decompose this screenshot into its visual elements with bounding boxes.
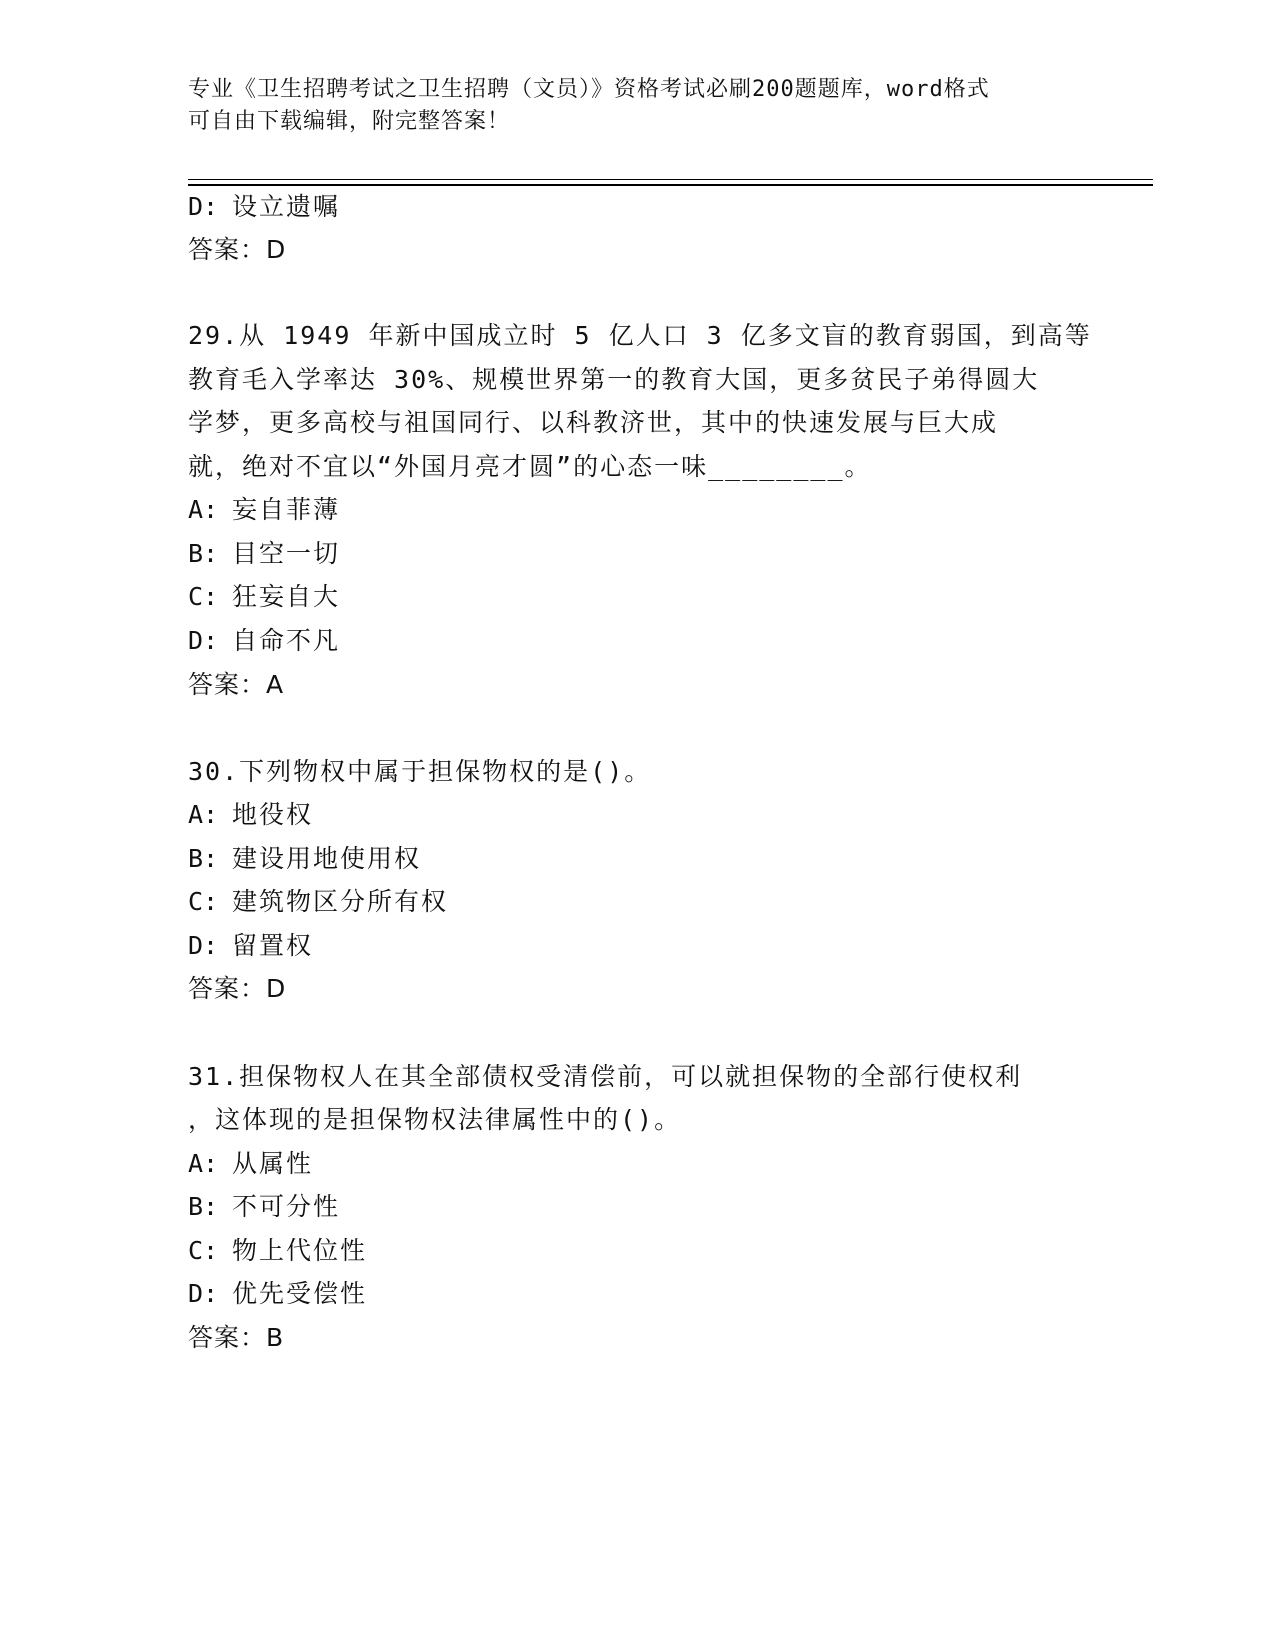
header-divider-thick <box>188 184 1153 186</box>
prev-option-d <box>188 192 340 222</box>
option-text: 建设用地使用权 <box>232 844 422 873</box>
option-letter: C: <box>188 887 219 916</box>
q30-option-c <box>188 887 448 917</box>
q31-option-c <box>188 1236 367 1266</box>
option-text: 不可分性 <box>232 1192 341 1221</box>
option-letter: A: <box>188 1149 219 1178</box>
q30-answer: 答案：D <box>188 974 287 1003</box>
option-text: 妄自菲薄 <box>232 495 341 524</box>
q30-option-d <box>188 931 313 961</box>
q30-stem-line-1: 30.下列物权中属于担保物权的是()。 <box>188 757 652 786</box>
option-letter: C: <box>188 1236 219 1265</box>
option-letter: B: <box>188 844 219 873</box>
document-header <box>188 74 1068 138</box>
option-text: 地役权 <box>232 800 314 829</box>
q30-option-b <box>188 844 421 874</box>
q29-option-d <box>188 626 340 656</box>
option-letter: B: <box>188 1192 219 1221</box>
option-letter: B: <box>188 539 219 568</box>
q29-stem-line-1: 29.从 1949 年新中国成立时 5 亿人口 3 亿多文盲的教育弱国，到高等 <box>188 321 1092 350</box>
option-text: 自命不凡 <box>232 626 341 655</box>
option-text: 留置权 <box>232 931 314 960</box>
q29-option-c <box>188 582 340 612</box>
q29-answer: 答案：A <box>188 670 285 699</box>
q29-stem-line-4: 就，绝对不宜以“外国月亮才圆”的心态一味________。 <box>188 452 872 481</box>
q29-option-b <box>188 539 340 569</box>
prev-answer: 答案：D <box>188 235 287 264</box>
option-text: 设立遗嘱 <box>232 192 341 221</box>
header-line-2: 可自由下载编辑，附完整答案！ <box>188 109 511 134</box>
option-letter: D: <box>188 626 219 655</box>
option-letter: A: <box>188 495 219 524</box>
q29-stem-line-2: 教育毛入学率达 30%、规模世界第一的教育大国，更多贫民子弟得圆大 <box>188 365 1040 394</box>
option-letter: D: <box>188 192 219 221</box>
q29-stem-line-3: 学梦，更多高校与祖国同行、以科教济世，其中的快速发展与巨大成 <box>188 408 999 437</box>
option-text: 优先受偿性 <box>232 1279 368 1308</box>
q29-option-a <box>188 495 340 525</box>
option-letter: D: <box>188 931 219 960</box>
option-text: 狂妄自大 <box>232 582 341 611</box>
q31-stem-line-2: ，这体现的是担保物权法律属性中的()。 <box>188 1105 682 1134</box>
q31-option-a <box>188 1149 313 1179</box>
header-line-1: 专业《卫生招聘考试之卫生招聘（文员）》资格考试必刷200题题库，word格式 <box>188 77 990 102</box>
option-text: 建筑物区分所有权 <box>232 887 449 916</box>
q31-option-d <box>188 1279 367 1309</box>
header-divider-thin <box>188 179 1153 180</box>
option-letter: A: <box>188 800 219 829</box>
option-letter: D: <box>188 1279 219 1308</box>
option-text: 目空一切 <box>232 539 341 568</box>
q31-stem-line-1: 31.担保物权人在其全部债权受清偿前，可以就担保物的全部行使权利 <box>188 1062 1023 1091</box>
option-letter: C: <box>188 582 219 611</box>
q30-option-a <box>188 800 313 830</box>
option-text: 从属性 <box>232 1149 314 1178</box>
option-text: 物上代位性 <box>232 1236 368 1265</box>
q31-answer: 答案：B <box>188 1323 285 1352</box>
q31-option-b <box>188 1192 340 1222</box>
